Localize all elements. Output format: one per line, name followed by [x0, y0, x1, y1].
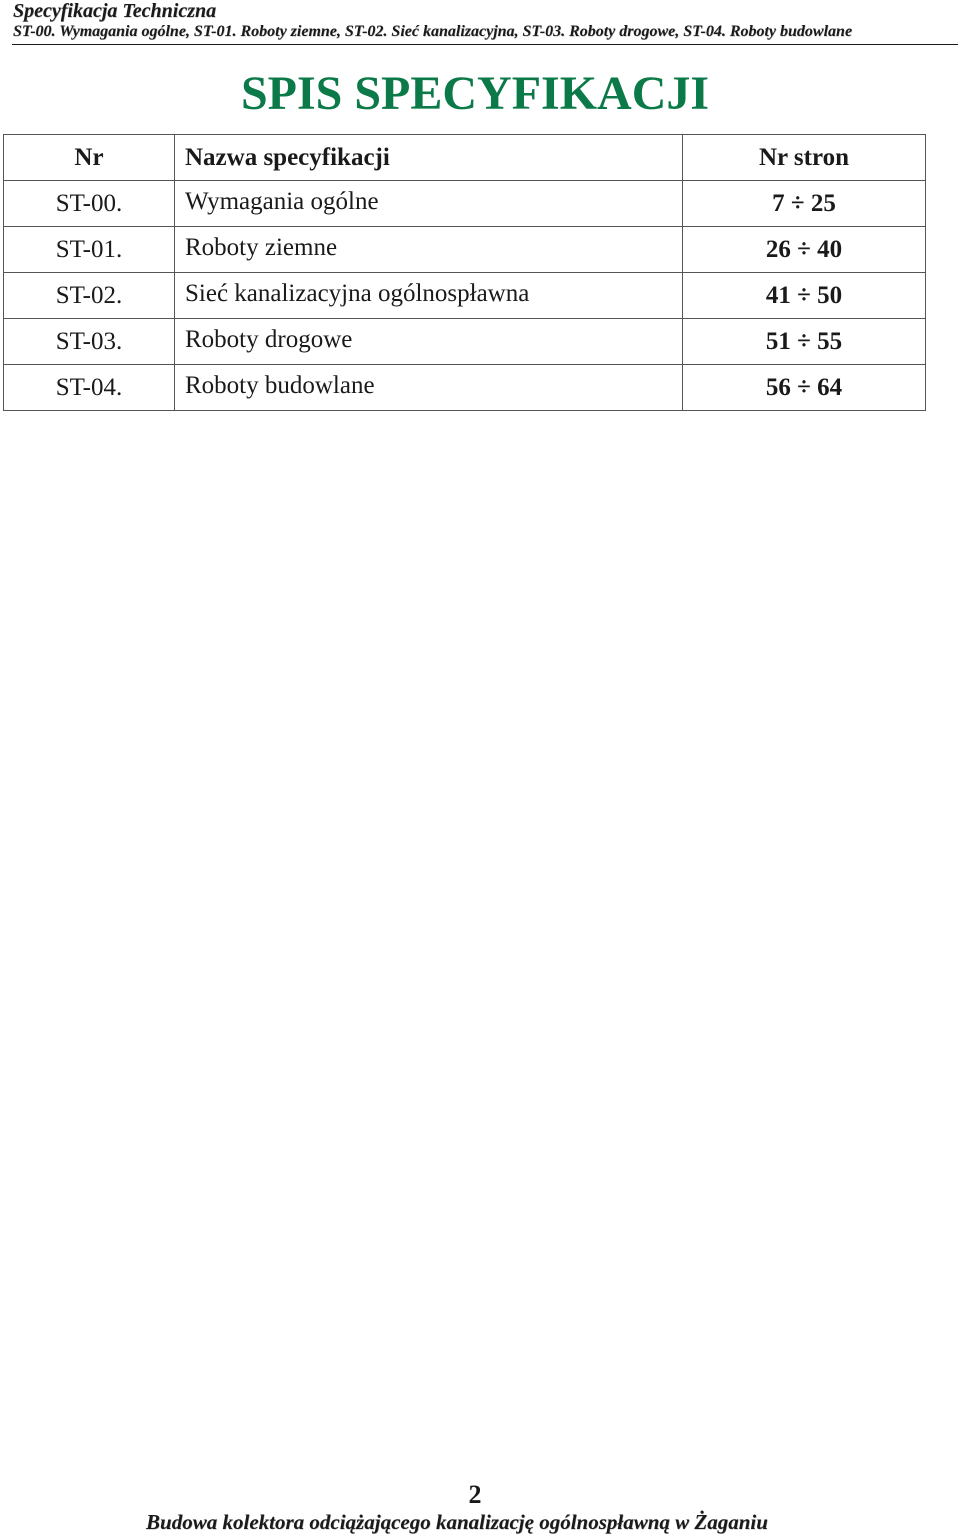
spec-pages: 41 ÷ 50: [683, 273, 926, 319]
spec-pages: 7 ÷ 25: [683, 181, 926, 227]
spec-number: ST-00.: [4, 181, 175, 227]
column-header-pages: Nr stron: [683, 135, 926, 181]
page-title: SPIS SPECYFIKACJI: [240, 67, 710, 120]
spec-name-text: Sieć kanalizacyjna ogólnospławna: [185, 279, 530, 307]
spec-name-text: Wymagania ogólne: [185, 187, 379, 215]
spec-pages: 56 ÷ 64: [683, 365, 926, 411]
table-row: [4, 273, 926, 319]
specification-table: [3, 134, 926, 411]
spec-name: [175, 319, 683, 365]
spec-name-text: Roboty ziemne: [185, 233, 338, 261]
spec-name: [175, 227, 683, 273]
spec-pages: 26 ÷ 40: [683, 227, 926, 273]
spec-number: ST-02.: [4, 273, 175, 319]
document-footer: Budowa kolektora odciążającego kanalizację ogólnospławną w Żaganiu: [146, 1510, 768, 1534]
spec-name: [175, 181, 683, 227]
spec-number: ST-01.: [4, 227, 175, 273]
table-header-row: [4, 135, 926, 181]
table-row: [4, 227, 926, 273]
spec-name: [175, 365, 683, 411]
spec-name-text: Roboty budowlane: [185, 371, 375, 399]
document-header-subtitle: ST-00. Wymagania ogólne, ST-01. Roboty ziemne, ST-02. Sieć kanalizacyjna, ST-03. Roboty drogowe, ST-04. Roboty budowlane: [13, 23, 853, 40]
table-row: [4, 319, 926, 365]
column-header-nr: Nr: [4, 135, 175, 181]
spec-name: [175, 273, 683, 319]
spec-name-text: Roboty drogowe: [185, 325, 353, 353]
page-number: 2: [468, 1480, 482, 1509]
table-row: [4, 365, 926, 411]
table-row: [4, 181, 926, 227]
spec-pages: 51 ÷ 55: [683, 319, 926, 365]
spec-number: ST-04.: [4, 365, 175, 411]
spec-number: ST-03.: [4, 319, 175, 365]
document-header-title: Specyfikacja Techniczna: [13, 0, 217, 22]
column-header-name: Nazwa specyfikacji: [175, 135, 683, 181]
header-divider: [12, 44, 958, 45]
